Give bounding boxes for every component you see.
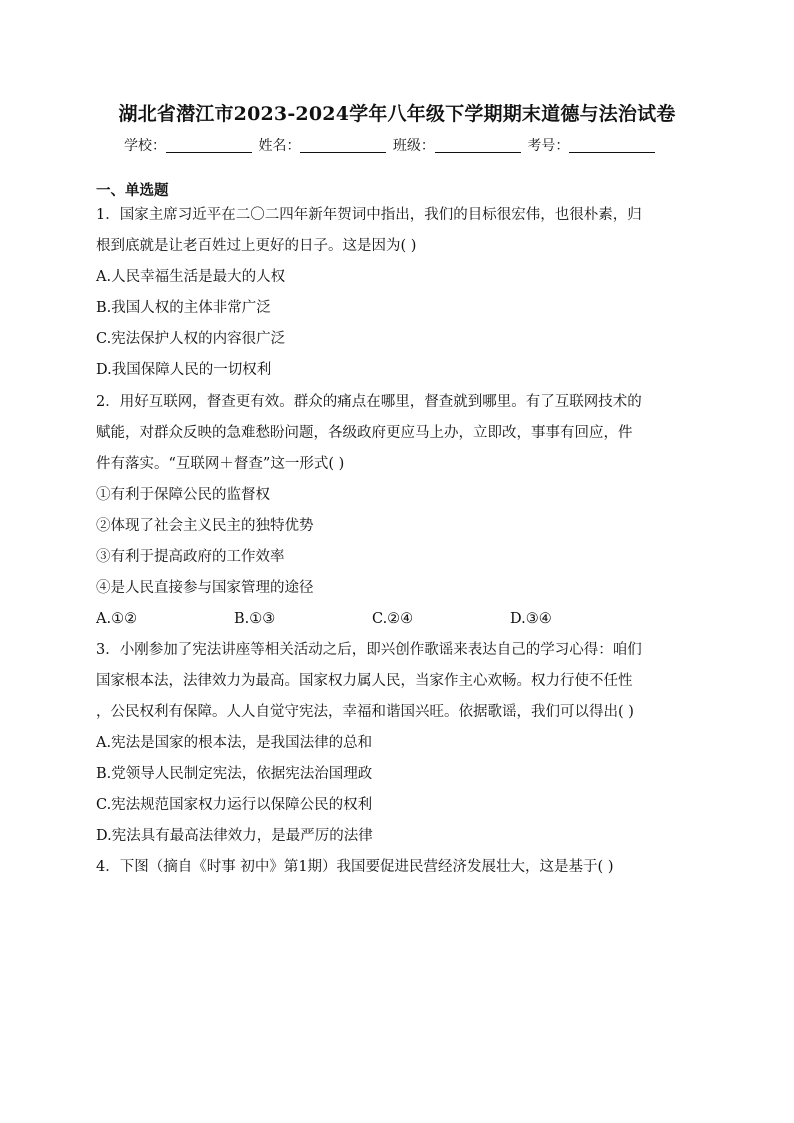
q1-stem-line1: 1．国家主席习近平在二〇二四年新年贺词中指出，我们的目标很宏伟，也很朴素，归 xyxy=(96,207,642,223)
q2-statement-3: ③有利于提高政府的工作效率 xyxy=(96,549,285,565)
q3-option-d: D.宪法具有最高法律效力，是最严厉的法律 xyxy=(96,828,373,844)
exam-number-blank[interactable] xyxy=(569,136,655,153)
section-heading: 一、单选题 xyxy=(96,182,169,199)
q4-stem-line1: 4．下图（摘自《时事 初中》第1期）我国要促进民营经济发展壮大，这是基于( ) xyxy=(96,859,614,875)
q2-stem-line3: 件有落实。“互联网＋督查”这一形式( ) xyxy=(96,456,345,472)
class-label: 班级： xyxy=(392,138,435,154)
school-label: 学校： xyxy=(124,138,166,154)
q2-option-d: D.③④ xyxy=(510,611,552,627)
q2-statement-1: ①有利于保障公民的监督权 xyxy=(96,487,270,503)
q3-stem-line2: 国家根本法，法律效力为最高。国家权力属人民，当家作主心欢畅。权力行使不任性 xyxy=(96,673,633,689)
school-blank[interactable] xyxy=(166,136,252,153)
q1-option-c: C.宪法保护人权的内容很广泛 xyxy=(96,331,286,347)
exam-number-label: 考号： xyxy=(527,138,570,154)
q2-option-b: B.①③ xyxy=(234,611,276,627)
q2-statement-2: ②体现了社会主义民主的独特优势 xyxy=(96,518,314,534)
name-blank[interactable] xyxy=(300,136,386,153)
class-blank[interactable] xyxy=(435,136,521,153)
q2-stem-line1: 2．用好互联网，督查更有效。群众的痛点在哪里，督查就到哪里。有了互联网技术的 xyxy=(96,394,642,410)
q2-option-a: A.①② xyxy=(96,611,138,627)
q3-option-b: B.党领导人民制定宪法，依据宪法治国理政 xyxy=(96,766,373,782)
q2-options-row xyxy=(96,608,706,630)
q1-stem-line2: 根到底就是让老百姓过上更好的日子。这是因为( ) xyxy=(96,238,417,254)
q2-option-c: C.②④ xyxy=(372,611,414,627)
q3-option-c: C.宪法规范国家权力运行以保障公民的权利 xyxy=(96,797,373,813)
student-info-row xyxy=(124,134,684,158)
q3-stem-line1: 3．小刚参加了宪法讲座等相关活动之后，即兴创作歌谣来表达自己的学习心得：咱们 xyxy=(96,642,642,658)
q1-option-d: D.我国保障人民的一切权利 xyxy=(96,362,272,378)
q2-stem-line2: 赋能，对群众反映的急难愁盼问题，各级政府更应马上办，立即改，事事有回应，件 xyxy=(96,425,633,441)
q2-statement-4: ④是人民直接参与国家管理的途径 xyxy=(96,580,314,596)
exam-title: 湖北省潜江市2023-2024学年八年级下学期期末道德与法治试卷 xyxy=(118,103,676,125)
q3-stem-line3: ，公民权利有保障。人人自觉守宪法，幸福和谐国兴旺。依据歌谣，我们可以得出( ) xyxy=(96,704,634,720)
name-label: 姓名： xyxy=(258,138,301,154)
q3-option-a: A.宪法是国家的根本法，是我国法律的总和 xyxy=(96,735,373,751)
q1-option-a: A.人民幸福生活是最大的人权 xyxy=(96,269,286,285)
q1-option-b: B.我国人权的主体非常广泛 xyxy=(96,300,271,316)
